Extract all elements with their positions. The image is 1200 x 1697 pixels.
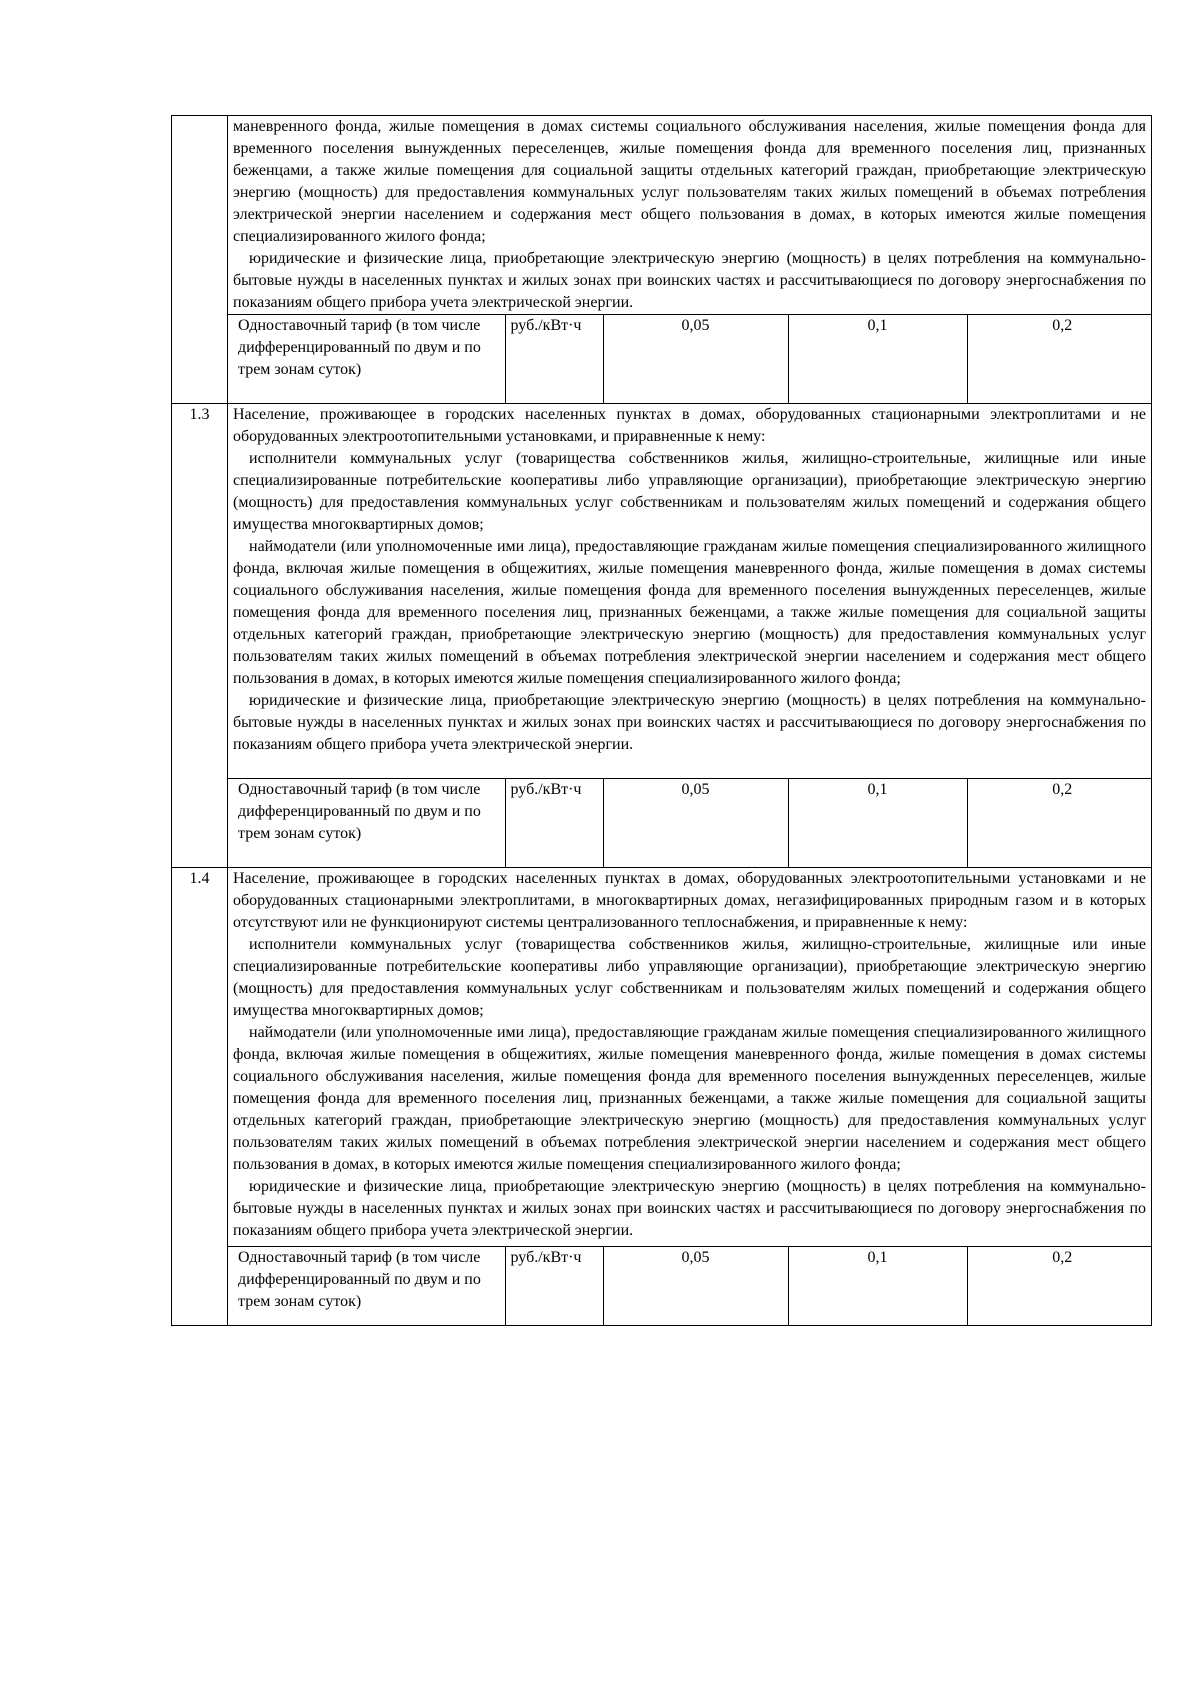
paragraph: наймодатели (или уполномоченные ими лица), предоставляющие гражданам жилые помещения специализированного жилищного фонда, включая жилые помещения в общежитиях, жилые помещения маневренного фонда, жилые помещения в домах системы социального обслуживания населения, жилые помещения фонда для временного поселения вынужденных переселенцев, жилые помещения фонда для временного поселения лиц, признанных беженцами, а также жилые помещения для социальной защиты отдельных категорий граждан, приобретающие электрическую энергию (мощность) для предоставления коммунальных услуг пользователям таких жилых помещений в объемах потребления электрической энергии населением и содержания мест общего пользования в домах, в которых имеются жилые помещения специализированного жилого фонда; [233, 1024, 1146, 1173]
paragraph: юридические и физические лица, приобретающие электрическую энергию (мощность) в целях потребления на коммунально-бытовые нужды в населенных пунктах и жилых зонах при воинских частях и рассчитывающиеся по договору энергоснабжения по показаниям общего прибора учета электрической энергии. [233, 692, 1146, 753]
tariff-row [172, 779, 1152, 868]
tariff-subtable [233, 779, 1157, 867]
row-number: 1.4 [172, 868, 228, 1326]
tariff-name: Одноставочный тариф (в том числе дифференцированный по двум и по трем зонам суток) [233, 779, 505, 867]
tariff-row [172, 315, 1152, 404]
tariff-value: 0,05 [603, 1247, 788, 1325]
tariff-value: 0,05 [603, 315, 788, 403]
row-description [228, 116, 1152, 315]
table-row [172, 116, 1152, 315]
tariff-value: 0,1 [788, 1247, 967, 1325]
row-number [172, 116, 228, 404]
tariff-unit: руб./кВт·ч [505, 1247, 603, 1325]
paragraph: юридические и физические лица, приобретающие электрическую энергию (мощность) в целях потребления на коммунально-бытовые нужды в населенных пунктах и жилых зонах при воинских частях и рассчитывающиеся по договору энергоснабжения по показаниям общего прибора учета электрической энергии. [233, 1178, 1146, 1239]
tariff-unit: руб./кВт·ч [505, 779, 603, 867]
tariff-value: 0,2 [967, 315, 1157, 403]
table-row [172, 404, 1152, 779]
tariff-value: 0,05 [603, 779, 788, 867]
tariff-value: 0,1 [788, 779, 967, 867]
tariff-value: 0,1 [788, 315, 967, 403]
row-number: 1.3 [172, 404, 228, 868]
tariff-name: Одноставочный тариф (в том числе дифференцированный по двум и по трем зонам суток) [233, 1247, 505, 1325]
paragraph: наймодатели (или уполномоченные ими лица), предоставляющие гражданам жилые помещения специализированного жилищного фонда, включая жилые помещения в общежитиях, жилые помещения маневренного фонда, жилые помещения в домах системы социального обслуживания населения, жилые помещения фонда для временного поселения вынужденных переселенцев, жилые помещения фонда для временного поселения лиц, признанных беженцами, а также жилые помещения для социальной защиты отдельных категорий граждан, приобретающие электрическую энергию (мощность) для предоставления коммунальных услуг пользователям таких жилых помещений в объемах потребления электрической энергии населением и содержания мест общего пользования в домах, в которых имеются жилые помещения специализированного жилого фонда; [233, 538, 1146, 687]
tariff-value: 0,2 [967, 1247, 1157, 1325]
row-description [228, 868, 1152, 1247]
paragraph: исполнители коммунальных услуг (товарищества собственников жилья, жилищно-строительные, жилищные или иные специализированные потребительские кооперативы либо управляющие организации), приобретающие электрическую энергию (мощность) для предоставления коммунальных услуг собственникам и пользователям жилых помещений и содержания общего имущества многоквартирных домов; [233, 450, 1146, 533]
tariff-table [171, 115, 1152, 1326]
tariff-value: 0,2 [967, 779, 1157, 867]
table-row [172, 868, 1152, 1247]
tariff-subtable [233, 315, 1157, 403]
paragraph: исполнители коммунальных услуг (товарищества собственников жилья, жилищно-строительные, жилищные или иные специализированные потребительские кооперативы либо управляющие организации), приобретающие электрическую энергию (мощность) для предоставления коммунальных услуг собственникам и пользователям жилых помещений и содержания общего имущества многоквартирных домов; [233, 936, 1146, 1019]
paragraph: юридические и физические лица, приобретающие электрическую энергию (мощность) в целях потребления на коммунально-бытовые нужды в населенных пунктах и жилых зонах при воинских частях и рассчитывающиеся по договору энергоснабжения по показаниям общего прибора учета электрической энергии. [233, 250, 1146, 311]
paragraph: Население, проживающее в городских населенных пунктах в домах, оборудованных электроотопительными установками и не оборудованных стационарными электроплитами, в многоквартирных домах, негазифицированных природным газом и в которых отсутствуют или не функционируют системы централизованного теплоснабжения, и приравненные к нему: [233, 870, 1146, 931]
paragraph: маневренного фонда, жилые помещения в домах системы социального обслуживания населения, жилые помещения фонда для временного поселения вынужденных переселенцев, жилые помещения фонда для временного поселения лиц, признанных беженцами, а также жилые помещения для социальной защиты отдельных категорий граждан, приобретающие электрическую энергию (мощность) для предоставления коммунальных услуг пользователям таких жилых помещений в объемах потребления электрической энергии населением и содержания мест общего пользования в домах, в которых имеются жилые помещения специализированного жилого фонда; [233, 118, 1146, 245]
tariff-row [172, 1247, 1152, 1326]
paragraph: Население, проживающее в городских населенных пунктах в домах, оборудованных стационарными электроплитами и не оборудованных электроотопительными установками, и приравненные к нему: [233, 406, 1146, 445]
tariff-name: Одноставочный тариф (в том числе дифференцированный по двум и по трем зонам суток) [233, 315, 505, 403]
tariff-subtable [233, 1247, 1157, 1325]
row-description [228, 404, 1152, 779]
tariff-unit: руб./кВт·ч [505, 315, 603, 403]
